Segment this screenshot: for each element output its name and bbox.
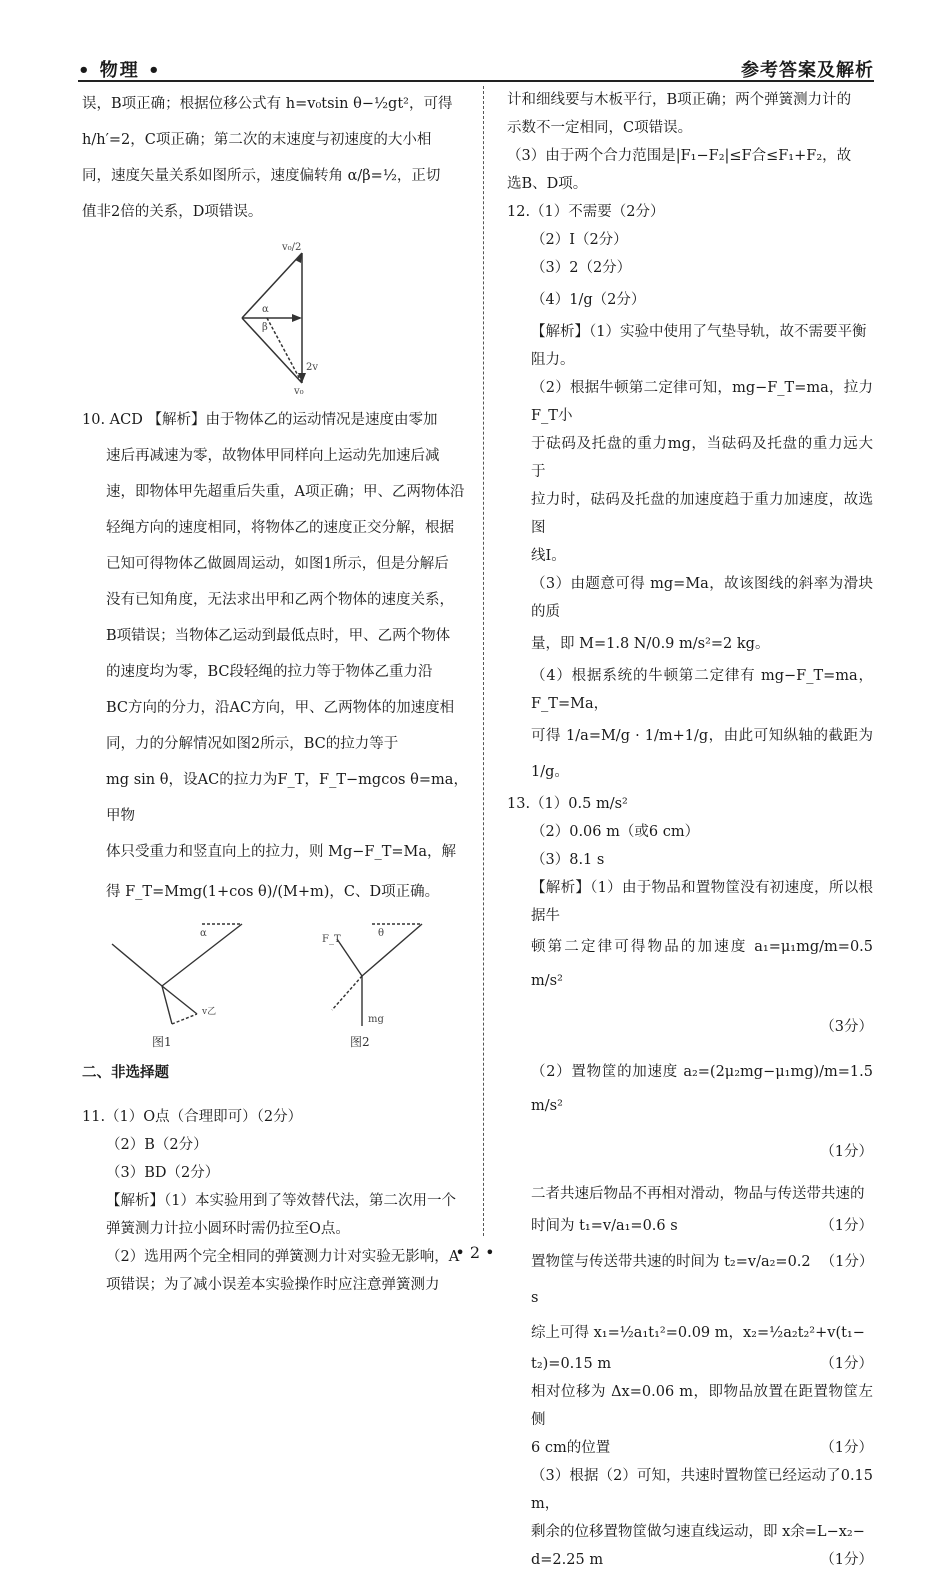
score-mark: （1分） — [820, 1440, 873, 1456]
figure-1 — [112, 924, 242, 1024]
score-mark: （1分） — [820, 1552, 873, 1568]
q12-line: （4）根据系统的牛顿第二定律有 mg−F_T=ma，F_T=Ma， — [531, 668, 873, 712]
q13-line: 剩余的位移置物筐做匀速直线运动，即 x余=L−x₂− — [531, 1524, 865, 1540]
section-heading: 二、非选择题 — [82, 1064, 169, 1081]
q13-line: （2）置物筐的加速度 a₂=(2μ₂mg−μ₁mg)/m=1.5 m/s² — [531, 1064, 873, 1114]
fig-label: α — [262, 304, 269, 315]
q11-line: 弹簧测力计拉小圆环时需仍拉至O点。 — [106, 1220, 350, 1237]
velocity-vector-figure — [82, 238, 468, 398]
q11-line: 项错误；为了减小误差本实验操作时应注意弹簧测力 — [106, 1276, 440, 1293]
q10-line: 体只受重力和竖直向上的拉力，则 Mg−F_T=Ma，解 — [106, 844, 457, 860]
left-column — [82, 86, 468, 1299]
q13-line: 顿第二定律可得物品的加速度 a₁=μ₁mg/m=0.5 m/s² — [531, 939, 873, 989]
score-mark: （3分） — [820, 1018, 873, 1035]
q9-line: h/h′=2，C项正确；第二次的末速度与初速度的大小相 — [82, 132, 432, 148]
q11-cont-line: 选B、D项。 — [507, 176, 588, 192]
q10-line: 速，即物体甲先超重后失重，A项正确；甲、乙两物体沿 — [106, 484, 465, 500]
q11-cont-line: （3）由于两个合力范围是|F₁−F₂|≤F合≤F₁+F₂，故 — [507, 148, 852, 164]
q10-line: 得 F_T=Mmg(1+cos θ)/(M+m)，C、D项正确。 — [106, 884, 440, 900]
q12-line: 阻力。 — [531, 352, 575, 368]
figure-2 — [332, 924, 422, 1026]
q12-line: 可得 1/a=M/g · 1/m+1/g，由此可知纵轴的截距为 1/g。 — [531, 728, 873, 780]
q11-line: （2）B（2分） — [106, 1136, 208, 1153]
q11-line: （3）BD（2分） — [106, 1164, 220, 1181]
page-header — [78, 50, 874, 82]
subject-label: • 物理 • — [78, 60, 162, 81]
q11-line: 11.（1）O点（合理即可）（2分） — [82, 1108, 303, 1125]
q10-line: 的速度均为零，BC段轻绳的拉力等于物体乙重力沿 — [106, 664, 433, 680]
q11-line: （2）选用两个完全相同的弹簧测力计对实验无影响，A — [106, 1248, 460, 1265]
q13-row — [507, 1546, 873, 1574]
score-mark: （1分） — [820, 1218, 873, 1234]
q10-line: 没有已知角度，无法求出甲和乙两个物体的速度关系， — [106, 592, 454, 608]
figure-2-caption: 图2 — [350, 1035, 370, 1049]
q13-line: 相对位移为 Δx=0.06 m，即物品放置在距置物筐左侧 — [531, 1384, 873, 1428]
q13-line: （2）0.06 m（或6 cm） — [531, 824, 700, 840]
q10-line: 速后再减速为零，故物体甲同样向上运动先加速后减 — [106, 448, 440, 464]
q10-line: 10. ACD 【解析】由于物体乙的运动情况是速度由零加 — [82, 412, 438, 428]
q13-line: （3）根据（2）可知，共速时置物筐已经运动了0.15 m， — [531, 1468, 873, 1512]
q13-line: 综上可得 x₁=½a₁t₁²=0.09 m，x₂=½a₂t₂²+v(t₁− — [531, 1325, 865, 1341]
fig1-velocity: v乙 — [202, 1007, 217, 1017]
q10-line: mg sin θ，设AC的拉力为F_T，F_T−mgcos θ=ma，甲物 — [106, 772, 468, 824]
q13-row — [507, 1434, 873, 1462]
q9-line: 同，速度矢量关系如图所示，速度偏转角 α/β=½，正切 — [82, 168, 441, 184]
force-figures — [82, 914, 468, 1054]
q10-line: 同，力的分解情况如图2所示，BC的拉力等于 — [106, 736, 399, 752]
fig-label: v₀/2 — [282, 242, 302, 253]
score-mark: （1分） — [820, 1143, 873, 1160]
right-column — [507, 86, 873, 1574]
q12-line: （4）1/g（2分） — [531, 292, 646, 308]
q13-text: t₂)=0.15 m — [531, 1356, 612, 1372]
q9-line: 值非2倍的关系，D项错误。 — [82, 204, 263, 220]
q13-line: 【解析】（1）由于物品和置物筐没有初速度，所以根据牛 — [531, 880, 873, 924]
page-number: • 2 • — [455, 1243, 495, 1262]
q13-line: （3）8.1 s — [531, 852, 605, 868]
q12-line: （3）2（2分） — [531, 260, 632, 276]
score-mark: （1分） — [820, 1356, 873, 1372]
q13-line: 二者共速后物品不再相对滑动，物品与传送带共速的 — [531, 1186, 865, 1202]
q13-row — [507, 1208, 873, 1244]
q13-line: 13.（1）0.5 m/s² — [507, 796, 628, 812]
q11-cont-line: 示数不一定相同，C项错误。 — [507, 120, 693, 136]
q12-line: （2）根据牛顿第二定律可知，mg−F_T=ma，拉力F_T小 — [531, 380, 873, 424]
q13-text: 置物筐与传送带共速的时间为 t₂=v/a₂=0.2 s — [531, 1254, 811, 1306]
q12-line: 拉力时，砝码及托盘的加速度趋于重力加速度，故选图 — [531, 492, 873, 536]
fig1-alpha: α — [200, 928, 207, 939]
fig-label: 2v — [306, 362, 319, 373]
q9-line: 误，B项正确；根据位移公式有 h=v₀tsin θ−½gt²，可得 — [82, 96, 453, 112]
fig-label: v₀ — [294, 386, 304, 397]
header-title: 参考答案及解析 — [741, 60, 874, 81]
q12-line: 于砝码及托盘的重力mg，当砝码及托盘的重力远大于 — [531, 436, 873, 480]
q12-line: 【解析】（1）实验中使用了气垫导轨，故不需要平衡 — [531, 324, 867, 340]
fig2-theta: θ — [378, 928, 385, 939]
q11-line: 【解析】（1）本实验用到了等效替代法，第二次用一个 — [106, 1192, 456, 1209]
fig2-tension: F_T — [322, 934, 341, 945]
q12-line: （3）由题意可得 mg=Ma，故该图线的斜率为滑块的质 — [531, 576, 873, 620]
q11-cont-line: 计和细线要与木板平行，B项正确；两个弹簧测力计的 — [507, 92, 852, 108]
score-mark: （1分） — [820, 1254, 874, 1270]
q12-line: 量，即 M=1.8 N/0.9 m/s²=2 kg。 — [531, 636, 770, 652]
q13-text: d=2.25 m — [531, 1552, 604, 1568]
q12-line: （2）Ⅰ（2分） — [531, 232, 628, 248]
q10-line: BC方向的分力，沿AC方向，甲、乙两物体的加速度相 — [106, 700, 455, 716]
q12-line: 12.（1）不需要（2分） — [507, 204, 665, 220]
figure-1-caption: 图1 — [152, 1035, 172, 1049]
fig2-gravity: mg — [368, 1014, 384, 1025]
q13-row — [507, 1350, 873, 1378]
q10-line: 已知可得物体乙做圆周运动，如图1所示，但是分解后 — [106, 556, 449, 572]
q13-text: 时间为 t₁=v/a₁=0.6 s — [531, 1218, 678, 1234]
q12-line: 线Ⅰ。 — [531, 548, 566, 564]
column-divider — [483, 86, 484, 1236]
q10-line: B项错误；当物体乙运动到最低点时，甲、乙两个物体 — [106, 628, 451, 644]
q13-text: 6 cm的位置 — [531, 1440, 611, 1456]
q10-line: 轻绳方向的速度相同，将物体乙的速度正交分解，根据 — [106, 520, 454, 536]
fig-label: β — [262, 322, 268, 333]
